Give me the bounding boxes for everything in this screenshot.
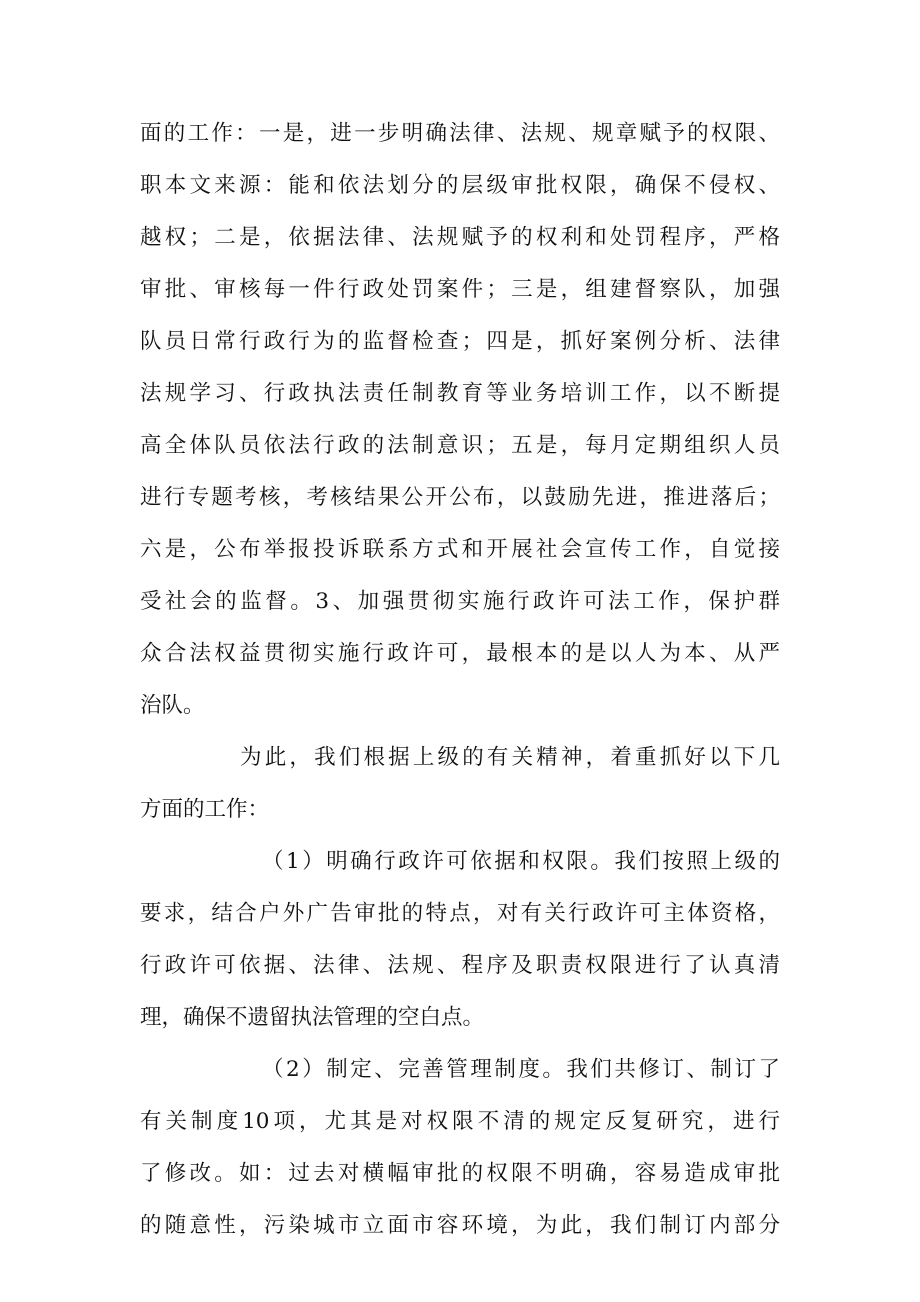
paragraph-first-line: （1）明确行政许可依据和权限。我们按照上级的 [262, 849, 780, 874]
text-line: 六是，公布举报投诉联系方式和开展社会宣传工作，自觉接 [140, 537, 780, 562]
text-line: 治队。 [140, 693, 205, 718]
text-line: 方面的工作： [140, 797, 270, 822]
paragraph-first-line: 为此，我们根据上级的有关精神，着重抓好以下几 [240, 745, 780, 770]
text-line: 职本文来源：能和依法划分的层级审批权限，确保不侵权、 [140, 173, 780, 198]
text-line: 要求，结合户外广告审批的特点，对有关行政许可主体资格， [140, 901, 780, 926]
text-line: 行政许可依据、法律、法规、程序及职责权限进行了认真清 [140, 953, 780, 978]
text-line: 的随意性，污染城市立面市容环境，为此，我们制订内部分 [140, 1213, 780, 1238]
text-line: 高全体队员依法行政的法制意识；五是，每月定期组织人员 [140, 433, 780, 458]
text-line: 有关制度10项，尤其是对权限不清的规定反复研究，进行 [140, 1109, 780, 1134]
text-line: 审批、审核每一件行政处罚案件；三是，组建督察队，加强 [140, 277, 780, 302]
text-line: 理，确保不遗留执法管理的空白点。 [140, 1005, 485, 1030]
text-line: 进行专题考核，考核结果公开公布，以鼓励先进，推进落后； [140, 485, 780, 510]
text-line: 受社会的监督。3、加强贯彻实施行政许可法工作，保护群 [140, 589, 780, 614]
text-line: 面的工作：一是，进一步明确法律、法规、规章赋予的权限、 [140, 121, 780, 146]
text-line: 越权；二是，依据法律、法规赋予的权利和处罚程序，严格 [140, 225, 780, 250]
text-line: 了修改。如：过去对横幅审批的权限不明确，容易造成审批 [140, 1161, 780, 1186]
text-line: 众合法权益贯彻实施行政许可，最根本的是以人为本、从严 [140, 641, 780, 666]
text-line: 法规学习、行政执法责任制教育等业务培训工作，以不断提 [140, 381, 780, 406]
paragraph-first-line: （2）制定、完善管理制度。我们共修订、制订了 [262, 1057, 780, 1082]
text-line: 队员日常行政行为的监督检查；四是，抓好案例分析、法律 [140, 329, 780, 354]
